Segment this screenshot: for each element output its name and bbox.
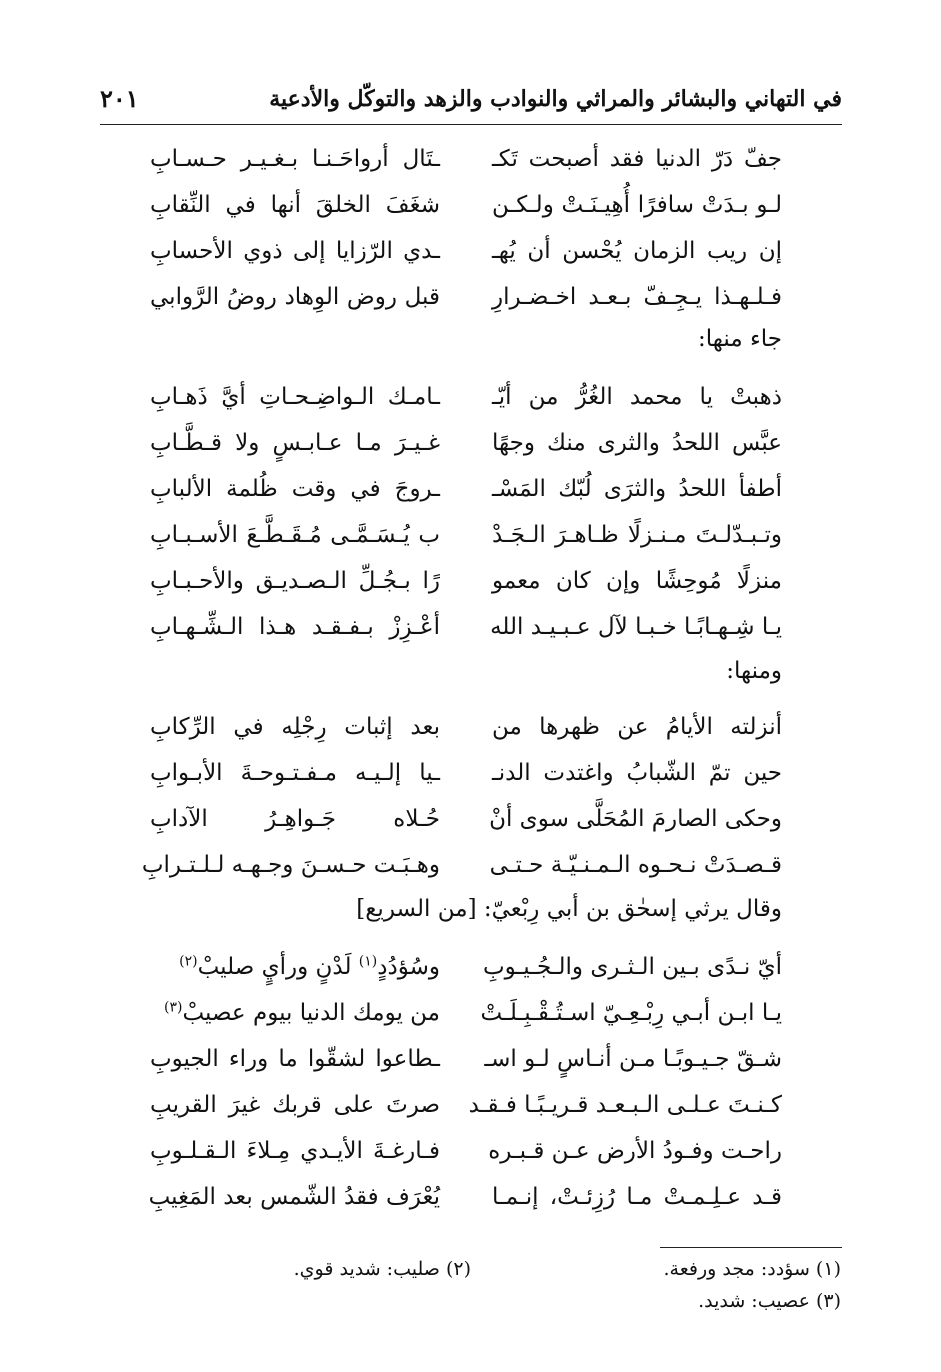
second-hemistich: بعد إثبات رِجْلِه في الرِّكابِ: [150, 714, 440, 740]
verse-line: [150, 796, 782, 842]
second-hemistich: ـتَال أرواحَـنـا بـغـيـر حـسـابِ: [150, 146, 440, 172]
first-hemistich: لـو بـدَتْ سافرًا أُهِيـنَـتْ ولـكـن: [492, 192, 782, 218]
verse-line: [150, 944, 782, 990]
second-hemistich: ـيا إلـيـه مـفـتـوحـةَ الأبـوابِ: [150, 760, 440, 786]
first-hemistich: أطفأ اللحدُ والثرَى لُبّك المَسْـ: [492, 476, 782, 502]
second-hemistich: ـامـك الـواضِـحـاتِ أيَّ ذَهـابِ: [150, 384, 440, 410]
hemistich-text: وسُؤدُدٍ: [377, 954, 440, 980]
first-hemistich: ذهبتْ يا محمد الغُرُّ من أيّـ: [492, 384, 782, 410]
verse-line: [150, 990, 782, 1036]
verse-line: [150, 558, 782, 604]
page-header: [100, 80, 842, 120]
second-hemistich: ـروجَ في وقت ظُلمة الألبابِ: [150, 476, 440, 502]
page-number: ٢٠١: [100, 84, 139, 113]
footnote-1: (١) سؤدد: مجد ورفعة.: [663, 1258, 841, 1280]
verse-line: [150, 750, 782, 796]
second-hemistich: شغَفَ الخلقَ أنها في النِّقابِ: [150, 192, 440, 218]
first-hemistich: قـد عـلِـمـتْ مـا رُزِئـتْ، إنـمـا: [492, 1184, 782, 1210]
verse-line: [150, 274, 782, 320]
second-hemistich: غـيـرَ مـا عـابـسٍ ولا قـطَّـابِ: [150, 430, 440, 456]
second-hemistich: صرتَ على قربك غيرَ القريبِ: [150, 1092, 440, 1118]
footnote-ref: (٢): [179, 953, 198, 970]
first-hemistich: أنزلته الأيامُ عن ظهرها من: [492, 714, 782, 740]
verse-line: [150, 228, 782, 274]
second-hemistich: [150, 990, 440, 1036]
footnote-2: (٢) صليب: شديد قوي.: [293, 1258, 471, 1280]
first-hemistich: حين تمّ الشّبابُ واغتدت الدنـ: [492, 760, 782, 786]
verse-line: [150, 1128, 782, 1174]
poem-3: [141, 704, 782, 888]
intro-line: [356, 896, 782, 922]
hemistich-text: لَدْنٍ ورأيٍ صليبْ: [197, 954, 359, 980]
second-hemistich: ب يُـسَـمَّـى مُـقَـطَّـعَ الأسـبـابِ: [150, 522, 440, 548]
verse-line: [150, 466, 782, 512]
running-title: في التهاني والبشائر والمراثي والنوادب والزهد والتوكّل والأدعية: [269, 86, 842, 112]
second-hemistich: ـدي الرّزايا إلى ذوي الأحسابِ: [150, 238, 440, 264]
first-hemistich: وحكى الصارمَ المُحَلَّى سوى أنْ: [489, 806, 782, 832]
second-hemistich: يُعْرَف فقدُ الشّمس بعد المَغِيبِ: [148, 1184, 440, 1210]
second-hemistich: [150, 944, 440, 990]
first-hemistich: عبَّس اللحدُ والثرى منك وجهًا: [492, 430, 782, 456]
second-hemistich: رًا بـجُـلِّ الـصـديـق والأحـبـابِ: [150, 568, 440, 594]
second-hemistich: وهـبَـت حـسـنَ وجـهـه لـلـتـرابِ: [141, 852, 440, 878]
first-hemistich: كـنـتَ عـلـى الـبـعـد قـريـبًـا فـقـد: [468, 1092, 782, 1118]
intro-line: جاء منها:: [698, 326, 782, 352]
second-hemistich: فـارغـةَ الأيـدي مِـلاءَ الـقـلـوبِ: [150, 1138, 440, 1164]
verse-line: [150, 512, 782, 558]
verse-line: [150, 420, 782, 466]
poem-2: [150, 374, 782, 650]
first-hemistich: يـا شِـهـابًـا خـبـا لآل عـبـيـد الله: [490, 614, 782, 640]
verse-line: [150, 1174, 782, 1220]
footnote-rule: [660, 1247, 842, 1248]
verse-line: [150, 1082, 782, 1128]
first-hemistich: يـا ابـن أبـي رِبْـعِـيّ اسـتُـقْـبِـلَـتْ: [480, 1000, 782, 1026]
verse-line: [150, 704, 782, 750]
intro-line: ومنها:: [726, 658, 782, 684]
second-hemistich: قبل روض الوِهاد روضُ الرَّوابي: [150, 284, 440, 310]
footnote-ref: (١): [358, 953, 378, 970]
second-hemistich: حُـلاه جَـواهِـرُ الآدابِ: [150, 806, 440, 832]
poem-1: [150, 136, 782, 320]
first-hemistich: شـقّ جـيـوبًـا مـن أنـاسٍ لـو اسـ: [484, 1046, 782, 1072]
second-hemistich: أعْـزِزْ بـفـقـد هـذا الـشِّـهـابِ: [150, 614, 440, 640]
verse-line: [150, 1036, 782, 1082]
second-hemistich: ـطاعوا لشقّوا ما وراء الجيوبِ: [150, 1046, 440, 1072]
first-hemistich: راحـت وفـودُ الأرض عـن قـبـره: [488, 1138, 782, 1164]
hemistich-text: من يومك الدنيا بيوم عصيبْ: [182, 1000, 440, 1026]
verse-line: [150, 374, 782, 420]
first-hemistich: أيّ نـدًى بـين الـثـرى والـجُـيـوبِ: [483, 954, 782, 980]
first-hemistich: فـلـهـذا يـجِـفّ بـعـد اخـضـرارِ: [492, 284, 782, 310]
footnote-3: (٣) عصيب: شديد.: [698, 1290, 841, 1312]
first-hemistich: إن ريب الزمان يُحْسن أن يُهـ: [492, 238, 782, 264]
first-hemistich: جفّ دَرّ الدنيا فقد أصبحت تَكـ: [492, 146, 782, 172]
poem-4: [150, 944, 782, 1220]
first-hemistich: وتـبـدّلـتَ مـنـزلًا ظـاهـرَ الـجَـدْ: [492, 522, 782, 548]
intro-text: وقال يرثي إسحٰق بن أبي رِبْعيّ:: [483, 896, 782, 922]
footnote-ref: (٣): [163, 999, 183, 1016]
verse-line: [150, 136, 782, 182]
verse-line: [150, 182, 782, 228]
first-hemistich: منزلًا مُوحِشًا وإن كان معمو: [492, 568, 782, 594]
meter-label: [من السريع]: [356, 896, 477, 922]
first-hemistich: قـصـدَتْ نـحـوه الـمـنـيّـة حـتـى: [489, 852, 782, 878]
verse-line: [141, 842, 782, 888]
header-rule: [100, 124, 842, 125]
verse-line: [150, 604, 782, 650]
